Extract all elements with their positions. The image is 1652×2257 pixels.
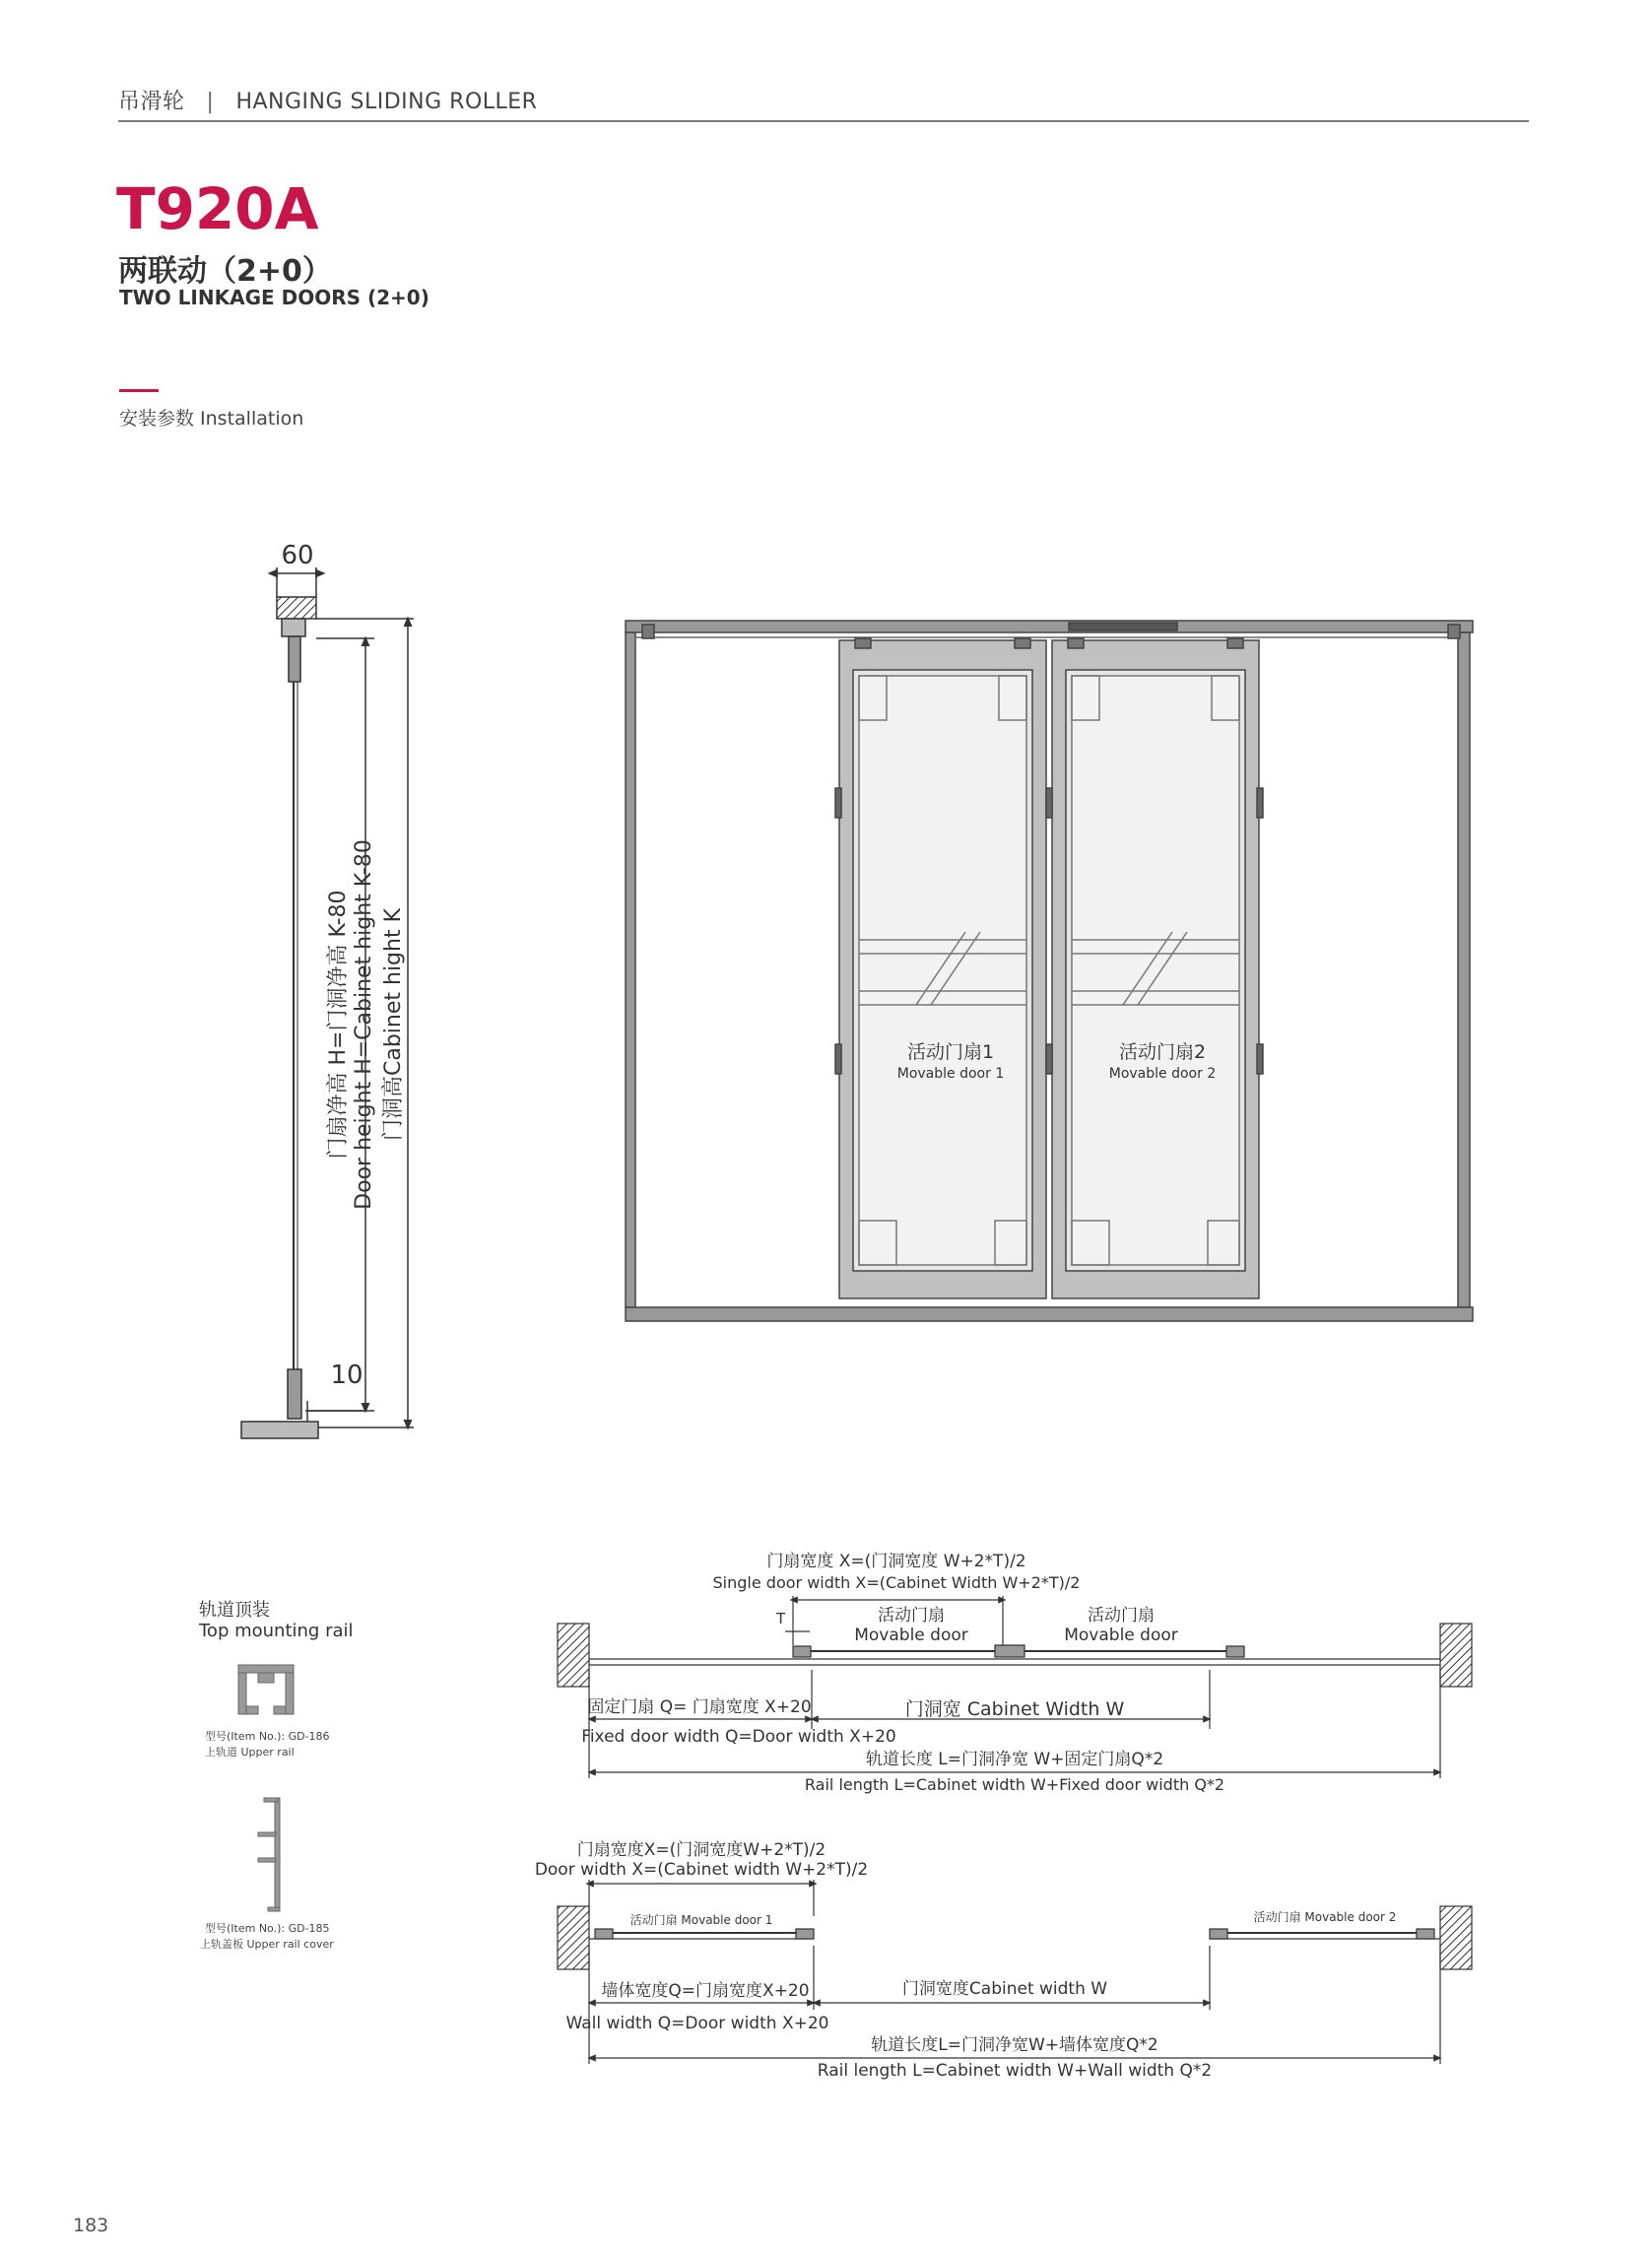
movable-door-1 (839, 638, 1046, 1298)
plan2-wall-cn: 墙体宽度Q=门扇宽度X+20 (601, 1981, 810, 2001)
upper-rail-profile (238, 1665, 294, 1714)
top-mount-cn: 轨道顶装 (199, 1600, 270, 1621)
movable-door-2 (1052, 638, 1259, 1298)
plan2-rail-cn: 轨道长度L=门洞净宽W+墙体宽度Q*2 (871, 2035, 1158, 2055)
plan1-door-width-cn: 门扇宽度 X=(门洞宽度 W+2*T)/2 (766, 1552, 1026, 1571)
door-height-en: Door height H=Cabinet hight K-80 (352, 839, 376, 1210)
plan1-rail-en: Rail length L=Cabinet width W+Fixed door width Q*2 (804, 1775, 1225, 1794)
header-separator: | (206, 90, 215, 114)
item1-name: 上轨道 Upper rail (205, 1746, 295, 1759)
rail-profiles (198, 1600, 354, 1951)
section-label: 安装参数 Installation (119, 408, 304, 430)
dim-10: 10 (330, 1361, 363, 1390)
door2-label-cn: 活动门扇2 (1118, 1041, 1207, 1063)
subtitle-en: TWO LINKAGE DOORS (2+0) (119, 286, 430, 309)
plan2-door2-label: 活动门扇 Movable door 2 (1253, 1910, 1397, 1924)
door2-label-en: Movable door 2 (1108, 1066, 1217, 1082)
plan2-wall-en: Wall width Q=Door width X+20 (565, 2014, 829, 2033)
door1-label-cn: 活动门扇1 (906, 1041, 995, 1063)
subtitle-cn: 两联动（2+0） (118, 254, 332, 289)
door-height-cn: 门扇净高 H=门洞净高 K-80 (326, 890, 351, 1160)
item1-number: 型号(Item No.): GD-186 (205, 1730, 330, 1743)
page-number: 183 (73, 2215, 109, 2236)
plan1-movable-cn-b: 活动门扇 (1088, 1606, 1155, 1626)
plan1-rail-cn: 轨道长度 L=门洞净宽 W+固定门扇Q*2 (865, 1750, 1164, 1769)
plan1-movable-cn-a: 活动门扇 (878, 1606, 945, 1626)
plan2-door1-label: 活动门扇 Movable door 1 (629, 1913, 773, 1927)
top-mount-en: Top mounting rail (199, 1621, 354, 1641)
plan-view-wall (535, 1840, 1472, 2081)
category-en: HANGING SLIDING ROLLER (235, 90, 538, 114)
cabinet-height: 门洞高Cabinet hight K (381, 907, 406, 1142)
upper-rail-cover-profile (258, 1798, 280, 1911)
plan1-door-width-en: Single door width X=(Cabinet Width W+2*T)/2 (712, 1573, 1081, 1592)
plan1-movable-en-b: Movable door (1064, 1626, 1178, 1645)
plan2-door-width-cn: 门扇宽度X=(门洞宽度W+2*T)/2 (576, 1840, 826, 1860)
plan1-fixed-cn: 固定门扇 Q= 门扇宽度 X+20 (587, 1697, 812, 1717)
front-view (626, 621, 1473, 1321)
item2-number: 型号(Item No.): GD-185 (205, 1922, 330, 1935)
plan1-cabinet-width: 门洞宽 Cabinet Width W (904, 1698, 1125, 1720)
dim-60: 60 (281, 541, 314, 570)
plan1-movable-en-a: Movable door (854, 1626, 968, 1645)
category-cn: 吊滑轮 (118, 90, 185, 114)
plan2-door-width-en: Door width X=(Cabinet width W+2*T)/2 (534, 1860, 869, 1880)
plan2-rail-en: Rail length L=Cabinet width W+Wall width Q*2 (817, 2061, 1213, 2081)
plan1-fixed-en: Fixed door width Q=Door width X+20 (581, 1727, 896, 1747)
plan2-cabinet-width: 门洞宽度Cabinet width W (901, 1979, 1108, 1999)
plan-view-fixed (558, 1552, 1472, 1794)
side-view (241, 541, 414, 1438)
plan1-t-label: T (776, 1610, 786, 1627)
model-title: T920A (116, 175, 319, 242)
item2-name: 上轨盖板 Upper rail cover (200, 1938, 334, 1951)
door1-label-en: Movable door 1 (896, 1066, 1005, 1082)
